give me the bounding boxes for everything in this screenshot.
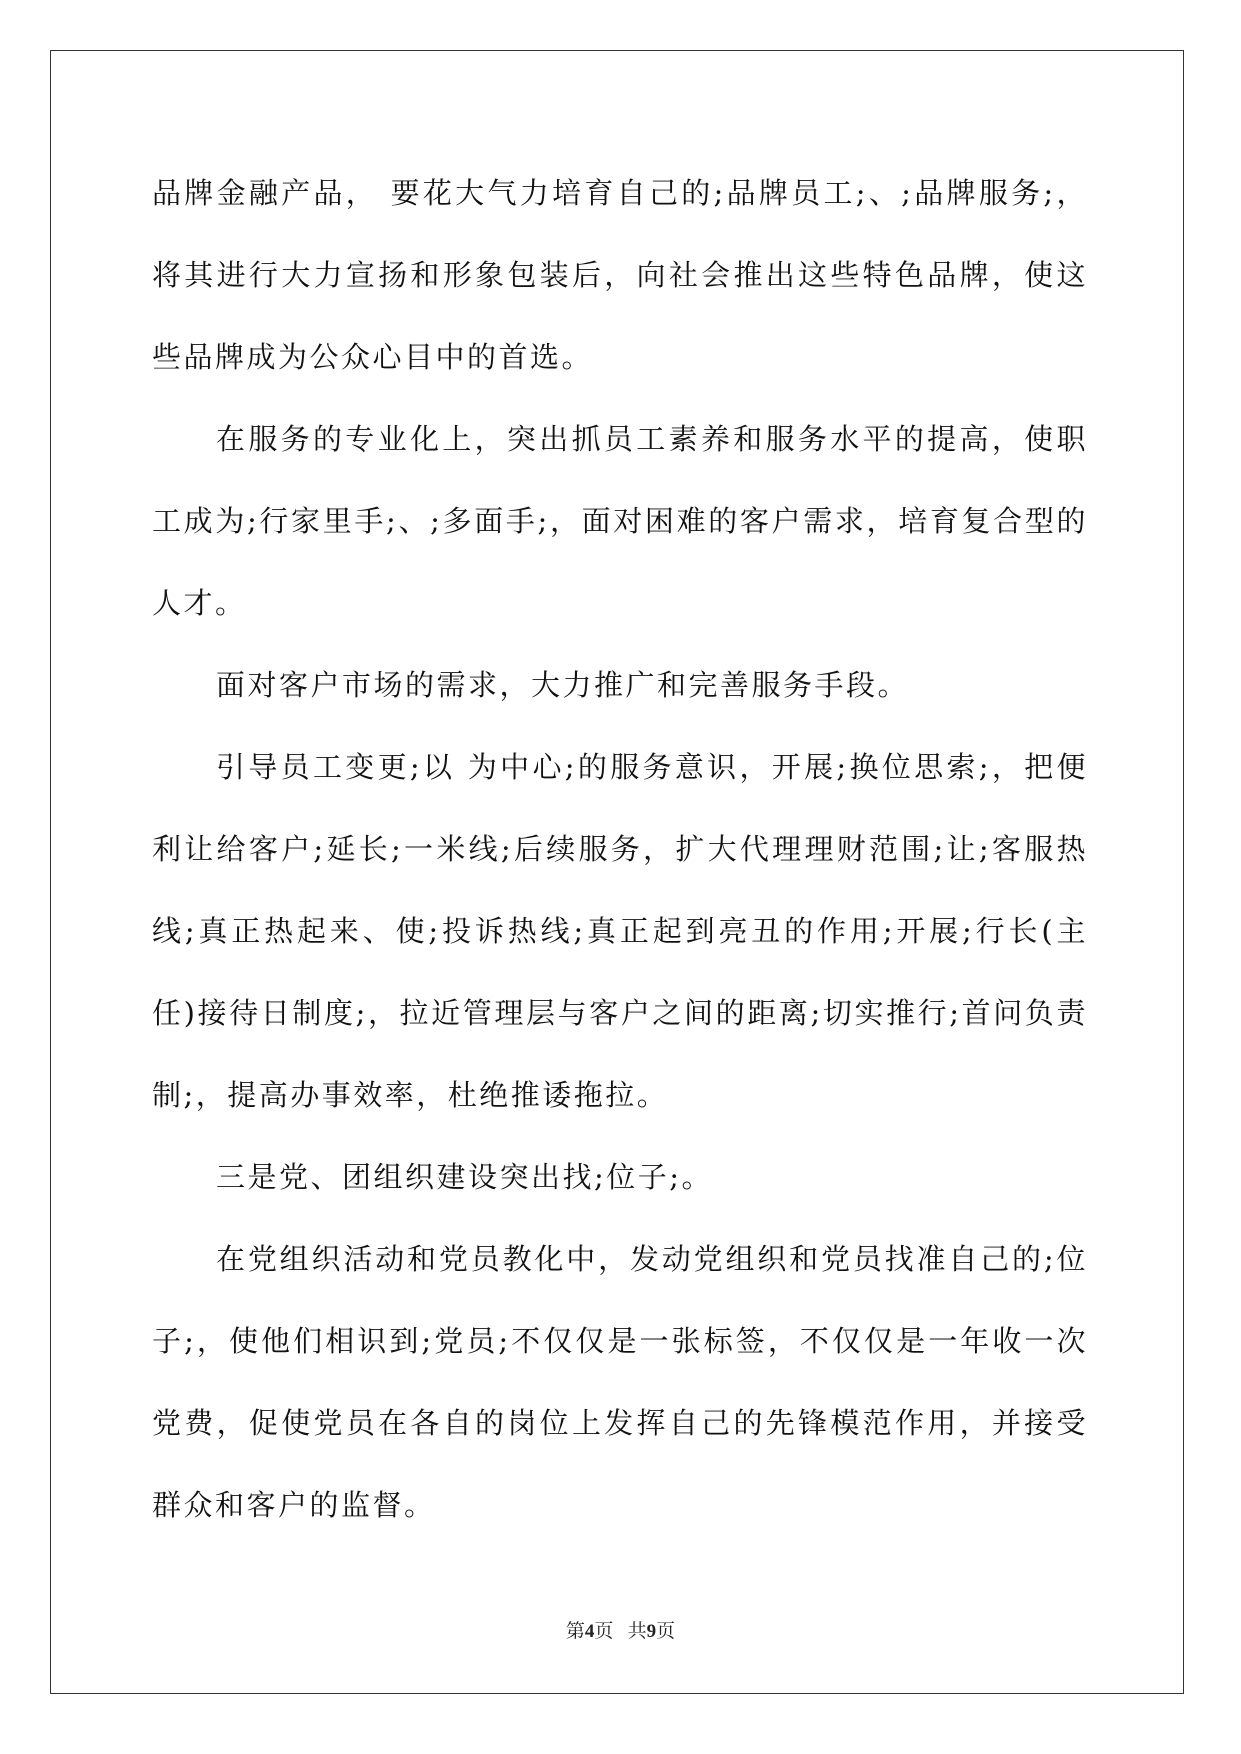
footer-total-suffix: 页 [656, 1621, 676, 1642]
paragraph-1: 品牌金融产品， 要花大气力培育自己的;品牌员工;、;品牌服务;，将其进行大力宣扬和形象包装后，向社会推出这些特色品牌，使这些品牌成为公众心目中的首选。 [152, 176, 1088, 374]
footer-page-suffix: 页 [594, 1621, 614, 1642]
total-pages-number: 9 [646, 1621, 657, 1642]
paragraph-5: 三是党、团组织建设突出找;位子;。 [216, 1160, 714, 1194]
document-body [152, 152, 1088, 1546]
page-footer [0, 1616, 1241, 1643]
current-page-number: 4 [584, 1621, 595, 1642]
paragraph-3: 面对客户市场的需求，大力推广和完善服务手段。 [216, 668, 910, 702]
footer-total-prefix: 共 [627, 1621, 647, 1642]
footer-prefix: 第 [565, 1621, 585, 1642]
paragraph-4: 引导员工变更;以 为中心;的服务意识，开展;换位思索;，把便利让给客户;延长;一米线;后续服务，扩大代理理财范围;让;客服热线;真正热起来、使;投诉热线;真正起到亮丑的作用;开展;行长(主任)接待日制度;，拉近管理层与客户之间的距离;切实推行;首问负责制;，提高办事效率，杜绝推诿拖拉。 [152, 750, 1088, 1112]
paragraph-6: 在党组织活动和党员教化中，发动党组织和党员找准自己的;位子;，使他们相识到;党员;不仅仅是一张标签，不仅仅是一年收一次党费，促使党员在各自的岗位上发挥自己的先锋模范作用，并接受群众和客户的监督。 [152, 1242, 1088, 1522]
paragraph-2: 在服务的专业化上，突出抓员工素养和服务水平的提高，使职工成为;行家里手;、;多面手;，面对困难的客户需求，培育复合型的人才。 [152, 422, 1088, 620]
